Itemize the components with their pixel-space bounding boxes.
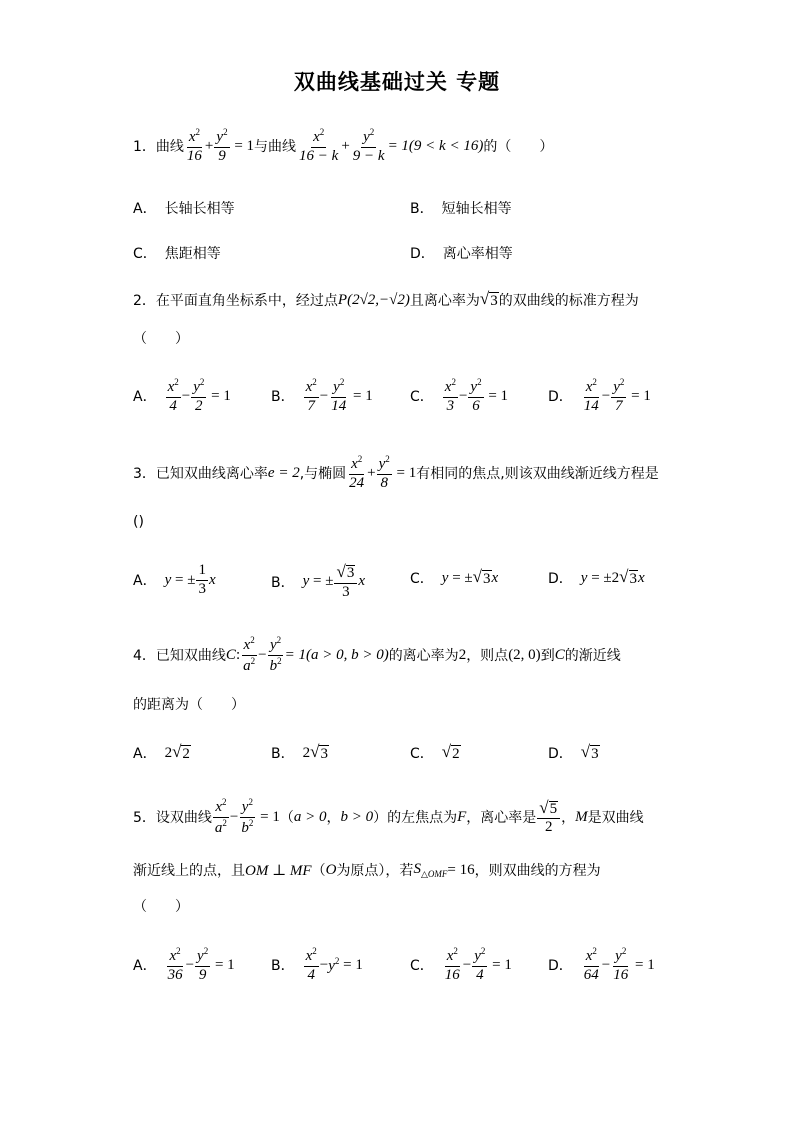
eccentricity: e = 2 [267, 464, 300, 481]
q2-text: 的双曲线的标准方程为 [498, 293, 639, 309]
option-d[interactable]: D． √ 3 [548, 742, 599, 762]
question-number: 1． [133, 139, 156, 156]
option-d[interactable]: D． $\frac{x^2}{14}$ − $\frac{y^2}{7}$ = 1 [548, 377, 651, 414]
option-d[interactable]: D． 离心率相等 [410, 246, 513, 262]
option-b[interactable]: B． 短轴长相等 [410, 201, 512, 217]
page-title: 双曲线基础过关 专题 [293, 70, 501, 94]
fraction: $\frac{x^2}{16}$ [186, 127, 202, 164]
q4-text: 的渐近线 [564, 648, 621, 665]
q1-text: 与曲线 [254, 139, 297, 156]
question-2 [133, 290, 639, 310]
q3-text: ,与椭圆 [299, 466, 347, 483]
q3-text: 已知双曲线离心率 [155, 466, 268, 483]
q4-text: 已知双曲线 [155, 648, 226, 665]
question-number: 2． [133, 293, 156, 309]
option-c[interactable]: C． √ 2 [410, 742, 460, 762]
question-5-cont: 渐近线上的点，且 OM ⊥ MF （ O 为原点），若 $S_{\triangle OMF}$ = 16 ，则双曲线的方程为 [133, 860, 601, 879]
q2-text: 且离心率为 [409, 293, 480, 309]
question-number: 4． [133, 648, 156, 665]
fraction: $\frac{y^2}{9}$ [216, 127, 228, 164]
option-b[interactable]: B． $\frac{x^2}{4}$ − $y^2$ = 1 [271, 946, 363, 983]
question-5: 5． 设双曲线 $\frac{x^2}{a^2}$ − $\frac{y^2}{b^2}$ = 1 （ a > 0 ， b > 0 ）的左焦点为 F ，离心率是 √ 5 2 ， M 是双曲线 [133, 797, 644, 836]
option-d[interactable]: D． $\frac{x^2}{64}$ − $\frac{y^2}{16}$ = 1 [548, 946, 655, 983]
option-c[interactable]: C． y = ± √ 3 x [410, 567, 499, 587]
question-2-paren: （ ） [133, 331, 189, 347]
option-a[interactable]: A． $\frac{x^2}{4}$ − $\frac{y^2}{2}$ = 1 [133, 377, 231, 414]
option-a[interactable]: A． $\frac{x^2}{36}$ − $\frac{y^2}{9}$ = 1 [133, 946, 235, 983]
question-5-paren: （ ） [133, 899, 189, 915]
question-3: 3． 已知双曲线离心率 e = 2 ,与椭圆 $\frac{x^2}{24}$ + $\frac{y^2}{8}$ = 1 有相同的焦点,则该双曲线渐近线方程是 [133, 454, 659, 491]
question-4-cont: 的距离为（ ） [133, 697, 245, 713]
option-d[interactable]: D． y = ±2 √ 3 x [548, 567, 645, 587]
question-4: 4． 已知双曲线 C : $\frac{x^2}{a^2}$ − $\frac{y^2}{b^2}$ = 1(a > 0, b > 0) 的离心率为 2 ，则点 (2, 0) 到 C 的渐近线 [133, 635, 621, 674]
q1-text: 曲线 [155, 139, 184, 156]
option-a[interactable]: A． 长轴长相等 [133, 201, 235, 217]
option-c[interactable]: C． $\frac{x^2}{16}$ − $\frac{y^2}{4}$ = 1 [410, 946, 512, 983]
option-a[interactable]: A． 2 √ 2 [133, 742, 190, 762]
option-a[interactable]: A． y = ± $\frac{1}{3}$ x [133, 562, 216, 597]
fraction: $\frac{y^2}{9 - k}$ [352, 127, 385, 164]
q4-text: 到 [540, 648, 555, 665]
option-b[interactable]: B． y = ± √ 3 3 x [271, 562, 365, 600]
question-number: 5． [133, 810, 156, 827]
option-c[interactable]: C． 焦距相等 [133, 246, 221, 262]
q5-text: 设双曲线 [155, 810, 212, 827]
q4-text: 的离心率为 [388, 648, 459, 665]
question-1: 1． 曲线 $\frac{x^2}{16}$ + $\frac{y^2}{9}$ = 1 与曲线 $\frac{x^2}{16 - k}$ + $\frac{y^2}{9 - k}$ = 1(9 < k < 16) 的（ ） [133, 127, 554, 164]
q2-text: 在平面直角坐标系中，经过点 [155, 293, 338, 309]
q3-text: 有相同的焦点,则该双曲线渐近线方程是 [416, 466, 659, 483]
question-3-paren: () [133, 514, 144, 530]
option-b[interactable]: B． 2 √ 3 [271, 742, 328, 762]
option-c[interactable]: C． $\frac{x^2}{3}$ − $\frac{y^2}{6}$ = 1 [410, 377, 509, 414]
point-p: P(2√2,−√2) [337, 291, 410, 308]
sqrt-3: √ 3 [479, 289, 498, 309]
option-b[interactable]: B． $\frac{x^2}{7}$ − $\frac{y^2}{14}$ = 1 [271, 377, 373, 414]
q4-text: ，则点 [466, 648, 509, 665]
question-number: 3． [133, 466, 156, 483]
q1-text: 的（ ） [483, 139, 554, 156]
condition: = 1(9 < k < 16) [387, 137, 484, 154]
fraction: $\frac{x^2}{16 - k}$ [299, 127, 339, 164]
point: (2, 0) [508, 646, 541, 663]
